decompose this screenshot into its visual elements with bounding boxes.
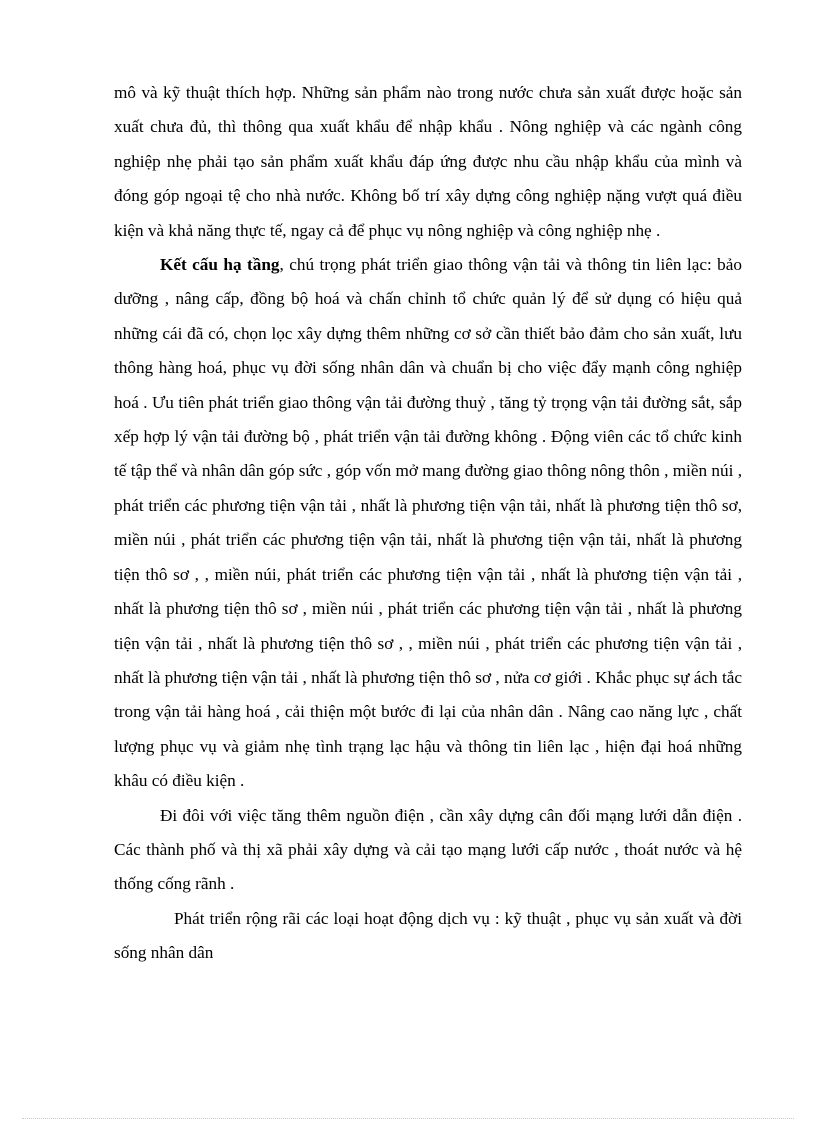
paragraph-1 — [114, 76, 742, 248]
paragraph-3 — [114, 799, 742, 902]
paragraph-3-text: Đi đôi với việc tăng thêm nguồn điện , cần xây dựng cân đối mạng lưới dẫn điện . Các thành phố và thị xã phải xây dựng và cải tạo mạng lưới cấp nước , thoát nước và hệ thống cống rãnh . — [114, 805, 742, 894]
body-text — [114, 76, 742, 971]
paragraph-4 — [114, 902, 742, 971]
page-bottom-divider — [22, 1118, 794, 1119]
paragraph-2-heading: Kết cấu hạ tầng — [160, 255, 280, 275]
paragraph-2 — [114, 248, 742, 799]
paragraph-4-text: Phát triển rộng rãi các loại hoạt động dịch vụ : kỹ thuật , phục vụ sản xuất và đời sống nhân dân — [114, 908, 742, 963]
paragraph-2-text: , chú trọng phát triển giao thông vận tải và thông tin liên lạc: bảo dưỡng , nâng cấp, đồng bộ hoá và chấn chỉnh tổ chức quản lý để sử dụng có hiệu quả những cái đã có, chọn lọc xây dựng thêm những cơ sở cần thiết bảo đảm cho sản xuất, lưu thông hàng hoá, phục vụ đời sống nhân dân và chuẩn bị cho việc đẩy mạnh công nghiệp hoá . Ưu tiên phát triển giao thông vận tải đường thuỷ , tăng tỷ trọng vận tải đường sắt, sắp xếp hợp lý vận tải đường bộ , phát triển vận tải đường không . Động viên các tổ chức kinh tế tập thể và nhân dân góp sức , góp vốn mở mang đường giao thông nông thôn , miền núi , phát triển các phương tiện vận tải , nhất là phương tiện vận tải, nhất là phương tiện thô sơ, miền núi , phát triển các phương tiện vận tải, nhất là phương tiện vận tải, nhất là phương tiện thô sơ , , miền núi, phát triển các phương tiện vận tải , nhất là phương tiện vận tải , nhất là phương tiện thô sơ , miền núi , phát triển các phương tiện vận tải , nhất là phương tiện vận tải , nhất là phương tiện thô sơ , , miền núi , phát triển các phương tiện vận tải , nhất là phương tiện vận tải , nhất là phương tiện thô sơ , nửa cơ giới . Khắc phục sự ách tắc trong vận tải hàng hoá , cải thiện một bước đi lại của nhân dân . Nâng cao năng lực , chất lượng phục vụ và giảm nhẹ tình trạng lạc hậu và thông tin liên lạc , hiện đại hoá những khâu có điều kiện . — [114, 255, 743, 791]
paragraph-1-text: mô và kỹ thuật thích hợp. Những sản phẩm nào trong nước chưa sản xuất được hoặc sản xuất chưa đủ, thì thông qua xuất khẩu để nhập khẩu . Nông nghiệp và các ngành công nghiệp nhẹ phải tạo sản phẩm xuất khẩu đáp ứng được nhu cầu nhập khẩu của mình và đóng góp ngoại tệ cho nhà nước. Không bố trí xây dựng công nghiệp nặng vượt quá điều kiện và khả năng thực tế, ngay cả để phục vụ nông nghiệp và công nghiệp nhẹ . — [114, 83, 742, 240]
